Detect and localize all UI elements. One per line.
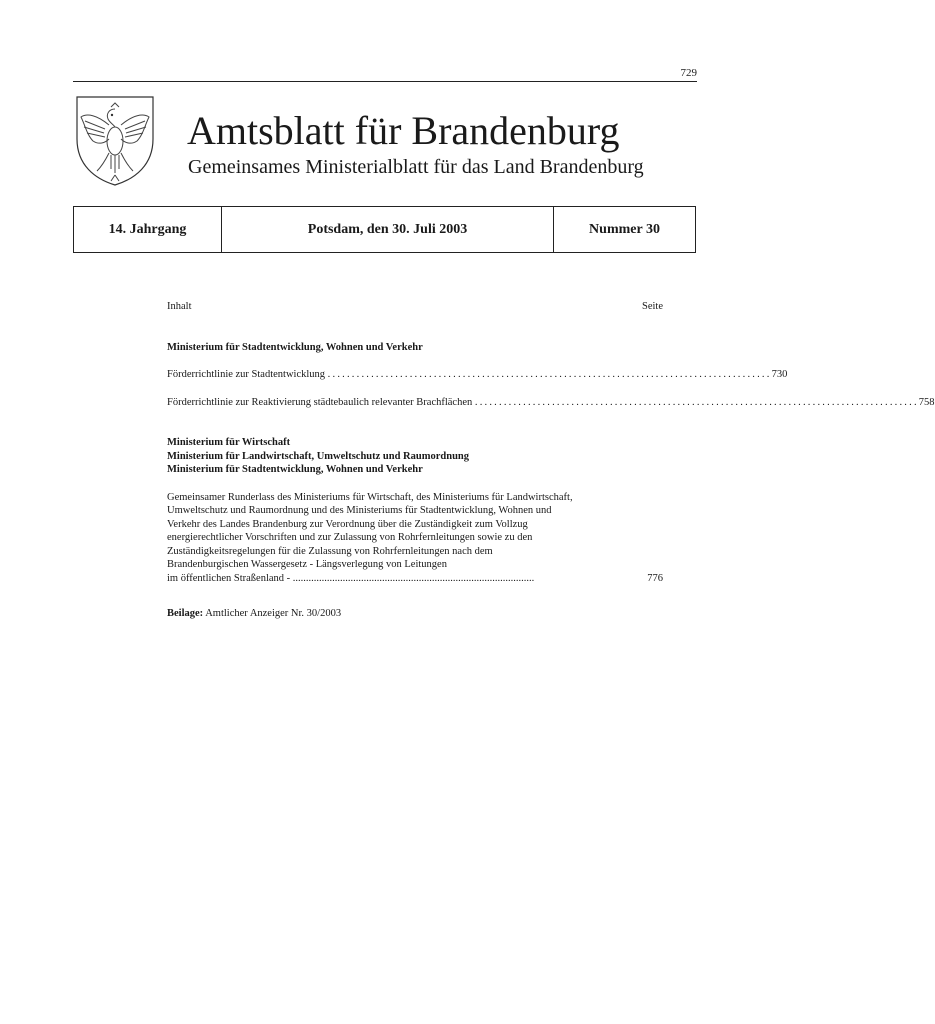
volume-cell: 14. Jahrgang: [74, 207, 222, 252]
supplement-label: Beilage:: [167, 608, 204, 619]
contents-label: Inhalt: [167, 301, 192, 312]
date-cell: Potsdam, den 30. Juli 2003: [222, 207, 554, 252]
supplement-note: [167, 607, 663, 621]
entry-line: Brandenburgischen Wassergesetz - Längsverlegung von Leitungen: [167, 559, 447, 570]
info-bar: [73, 206, 696, 253]
entry-page: 758: [918, 396, 935, 408]
issue-cell: Nummer 30: [589, 221, 660, 237]
entry-page: 730: [771, 369, 788, 380]
top-rule: [73, 81, 697, 82]
dot-leader: ............................................................................................: [292, 572, 535, 584]
toc-entry: [167, 396, 935, 410]
toc-header: [167, 300, 663, 314]
dot-leader: ............................................................................................: [474, 396, 919, 408]
section-heading: Ministerium für Stadtentwicklung, Wohnen und Verkehr: [167, 464, 423, 475]
page-title: Amtsblatt für Brandenburg: [187, 108, 620, 153]
table-of-contents: [167, 300, 935, 621]
dot-leader: ............................................................................................: [327, 369, 772, 380]
brandenburg-eagle-icon: [75, 95, 155, 187]
toc-section: [167, 436, 663, 585]
entry-title: Förderrichtlinie zur Reaktivierung städtebaulich relevanter Brachflächen: [167, 396, 473, 408]
toc-entry: [167, 491, 663, 586]
entry-page: 776: [647, 572, 663, 584]
section-heading: Ministerium für Stadtentwicklung, Wohnen und Verkehr: [167, 341, 423, 353]
entry-line: im öffentlichen Straßenland -: [167, 572, 291, 584]
page-subtitle: Gemeinsames Ministerialblatt für das Land Brandenburg: [188, 156, 644, 178]
page-number: 729: [680, 67, 697, 79]
entry-title: Förderrichtlinie zur Stadtentwicklung: [167, 369, 326, 380]
section-heading: Ministerium für Wirtschaft: [167, 437, 291, 448]
entry-line: Zuständigkeitsregelungen für die Zulassung von Rohrfernleitungen nach dem: [167, 545, 493, 557]
supplement-text: Amtlicher Anzeiger Nr. 30/2003: [205, 608, 342, 619]
section-heading: Ministerium für Landwirtschaft, Umweltschutz und Raumordnung: [167, 450, 469, 462]
toc-entry: [167, 368, 788, 382]
entry-line: Verkehr des Landes Brandenburg zur Verordnung über die Zuständigkeit zum Vollzug: [167, 518, 528, 530]
toc-section: [167, 341, 935, 410]
page-label: Seite: [642, 301, 663, 312]
entry-line: Gemeinsamer Runderlass des Ministeriums für Wirtschaft, des Ministeriums für Landwirtschaft,: [167, 491, 573, 503]
entry-line: energierechtlicher Vorschriften und zur Zulassung von Rohrfernleitungen sowie zu den: [167, 532, 533, 543]
entry-line: Umweltschutz und Raumordnung und des Ministeriums für Stadtentwicklung, Wohnen und: [167, 505, 552, 516]
